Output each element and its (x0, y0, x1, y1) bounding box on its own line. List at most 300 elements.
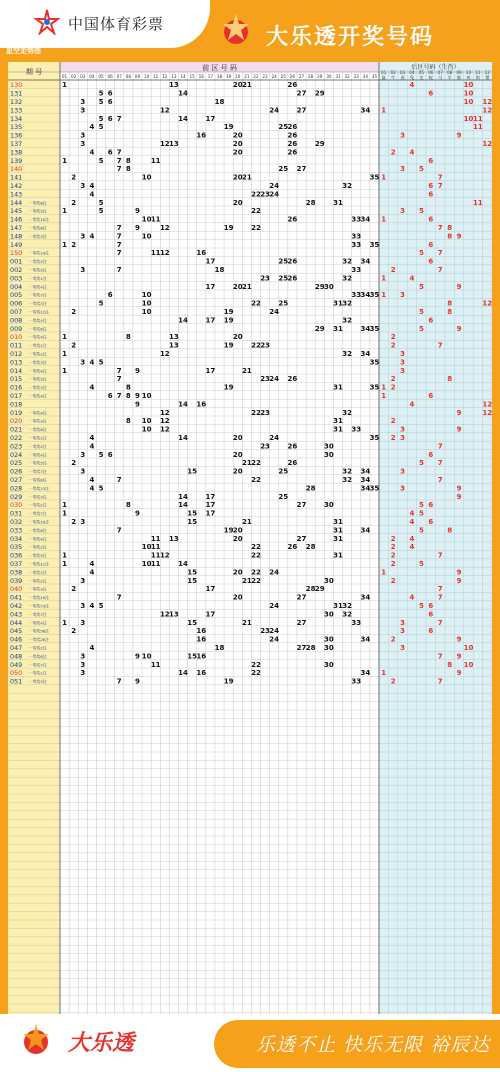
front-number: 6 (107, 148, 113, 157)
front-col-header: 06 (107, 74, 113, 79)
front-number: 10 (141, 392, 152, 400)
front-number: 31 (333, 518, 343, 526)
prize-note: 一等奖4注 (29, 317, 47, 323)
back-number: 2 (390, 375, 396, 384)
period-number: 013 (10, 358, 23, 367)
front-number: 1 (62, 551, 67, 560)
back-number: 6 (428, 610, 434, 619)
period-number: 037 (10, 560, 23, 568)
period-number: 007 (10, 308, 23, 316)
back-number: 5 (418, 282, 424, 291)
back-number: 9 (456, 492, 462, 501)
front-number: 19 (223, 341, 234, 350)
period-number: 049 (10, 660, 23, 669)
period-number: 135 (10, 123, 23, 132)
front-number: 35 (369, 324, 380, 333)
back-number: 12 (482, 400, 492, 409)
front-number: 26 (287, 123, 298, 132)
back-number: 7 (437, 266, 443, 274)
period-number: 139 (10, 156, 23, 165)
period-number: 019 (10, 408, 23, 417)
zodiac-label: 牛 (391, 75, 396, 80)
back-number: 7 (437, 182, 443, 190)
front-number: 1 (62, 350, 67, 358)
front-number: 15 (187, 652, 198, 661)
front-number: 19 (223, 383, 234, 392)
prize-note: 一等奖3注 (29, 233, 47, 239)
back-number: 1 (381, 669, 387, 678)
front-number: 7 (116, 593, 122, 602)
back-number: 6 (428, 215, 434, 224)
period-number: 012 (10, 350, 23, 358)
front-number: 34 (360, 106, 371, 115)
period-number: 048 (10, 652, 23, 661)
period-number: 026 (10, 467, 23, 476)
period-number: 043 (10, 610, 23, 619)
back-number: 2 (390, 551, 396, 560)
front-number: 24 (269, 635, 280, 644)
front-number: 10 (141, 299, 152, 308)
front-number: 27 (296, 534, 307, 543)
front-number: 4 (89, 560, 95, 568)
front-number: 27 (296, 501, 307, 510)
front-number: 16 (196, 627, 207, 636)
period-number: 051 (10, 677, 23, 686)
front-col-header: 19 (225, 74, 232, 79)
front-number: 7 (116, 392, 122, 400)
back-number: 2 (390, 560, 396, 568)
back-number: 9 (456, 324, 462, 333)
back-number: 8 (447, 232, 453, 241)
back-number: 6 (428, 316, 434, 325)
back-number: 4 (409, 148, 415, 157)
front-number: 23 (260, 627, 270, 636)
back-number: 9 (456, 282, 462, 291)
super-lotto-icon (218, 12, 254, 48)
front-number: 9 (135, 400, 140, 409)
front-number: 34 (360, 526, 371, 535)
zodiac-label: 蛇 (428, 75, 433, 80)
front-col-header: 26 (289, 74, 296, 79)
front-number: 7 (116, 677, 122, 686)
prize-note: 一等奖2注 (29, 645, 47, 651)
front-number: 17 (205, 509, 216, 518)
front-number: 7 (116, 232, 122, 241)
front-number: 33 (351, 266, 362, 274)
back-number: 1 (381, 392, 387, 400)
prize-note: 一等奖56注 (29, 628, 50, 634)
front-number: 17 (205, 282, 216, 291)
back-number: 2 (390, 266, 396, 274)
prize-note: 一等奖4注 (29, 334, 47, 340)
back-number: 4 (409, 81, 415, 90)
front-number: 14 (178, 89, 188, 98)
front-number: 5 (98, 207, 104, 216)
front-number: 6 (107, 392, 113, 400)
front-number: 24 (269, 106, 280, 115)
front-number: 33 (351, 232, 362, 241)
front-col-header: 11 (153, 74, 159, 79)
period-number: 001 (10, 257, 23, 266)
front-number: 4 (89, 182, 95, 190)
prize-note: 一等奖7注 (29, 469, 47, 475)
back-number: 3 (400, 207, 405, 216)
front-col-header: 22 (253, 74, 259, 79)
prize-note: 一等奖2注 (29, 578, 47, 584)
back-number: 9 (456, 408, 462, 417)
back-number: 3 (400, 467, 405, 476)
front-number: 13 (169, 333, 179, 342)
front-number: 12 (159, 551, 170, 560)
front-number: 2 (71, 308, 77, 316)
front-number: 3 (80, 131, 86, 140)
front-number: 30 (323, 501, 334, 510)
front-number: 13 (169, 534, 179, 543)
period-number: 011 (10, 341, 23, 350)
back-number: 5 (418, 560, 424, 568)
front-number: 15 (187, 618, 198, 627)
period-number: 032 (10, 518, 23, 526)
period-number: 008 (10, 316, 23, 325)
back-col-header: 08 (446, 70, 453, 75)
back-number: 5 (418, 526, 424, 535)
front-number: 2 (71, 240, 77, 249)
front-number: 20 (232, 450, 243, 459)
back-col-header: 01 (381, 70, 387, 75)
zodiac-label: 虎 (400, 75, 405, 80)
front-col-header: 31 (335, 74, 341, 79)
prize-note: 一等奖4注 (29, 410, 47, 416)
period-number: 029 (10, 492, 23, 501)
front-number: 23 (260, 190, 270, 199)
period-number: 034 (10, 534, 23, 543)
front-number: 22 (251, 551, 261, 560)
front-number: 9 (135, 207, 140, 216)
footer-slogan: 乐透不止 快乐无限 裕辰达 (256, 1034, 491, 1056)
period-number: 020 (10, 417, 23, 426)
back-number: 3 (400, 618, 405, 627)
front-col-header: 03 (80, 74, 86, 79)
back-number: 11 (473, 198, 483, 207)
front-number: 4 (89, 148, 95, 157)
front-number: 7 (116, 165, 122, 174)
front-col-header: 15 (189, 74, 195, 79)
front-number: 7 (116, 526, 122, 535)
back-number: 2 (390, 383, 396, 392)
front-number: 13 (169, 140, 179, 148)
back-number: 6 (428, 240, 434, 249)
back-number: 3 (400, 131, 405, 140)
prize-note: 一等奖1注 (29, 275, 47, 281)
front-number: 21 (241, 81, 252, 90)
front-number: 4 (89, 484, 95, 493)
front-number: 14 (178, 492, 188, 501)
front-number: 34 (360, 215, 371, 224)
front-number: 27 (296, 618, 307, 627)
back-number: 2 (390, 543, 396, 552)
front-number: 10 (141, 560, 152, 568)
front-number: 32 (342, 602, 352, 610)
front-number: 34 (360, 669, 371, 678)
back-number: 7 (437, 677, 443, 686)
front-number: 31 (333, 383, 343, 392)
front-number: 28 (305, 543, 316, 552)
front-number: 34 (360, 324, 371, 333)
front-number: 8 (125, 156, 131, 165)
period-number: 131 (10, 89, 23, 98)
back-number: 4 (409, 274, 415, 283)
front-number: 14 (178, 669, 188, 678)
back-number: 10 (463, 89, 474, 98)
front-number: 7 (116, 476, 122, 484)
front-number: 26 (287, 131, 298, 140)
period-number: 134 (10, 114, 23, 123)
front-number: 19 (223, 224, 234, 232)
back-number: 1 (381, 215, 387, 224)
front-number: 20 (232, 148, 243, 157)
front-number: 3 (80, 652, 86, 661)
back-number: 9 (456, 232, 462, 241)
front-number: 5 (98, 98, 104, 106)
front-number: 1 (62, 618, 67, 627)
front-number: 3 (80, 576, 86, 585)
prize-note: 一等奖2注 (29, 443, 47, 449)
front-number: 1 (62, 333, 67, 342)
front-number: 15 (187, 518, 198, 526)
prize-note: 一等奖2注 (29, 351, 47, 357)
front-number: 4 (89, 442, 95, 451)
back-number: 12 (482, 299, 492, 308)
front-number: 10 (141, 291, 152, 300)
period-number: 040 (10, 585, 23, 594)
front-number: 5 (98, 198, 104, 207)
front-col-header: 25 (280, 74, 286, 79)
front-number: 22 (251, 669, 261, 678)
period-number: 130 (10, 81, 23, 90)
front-number: 25 (278, 467, 289, 476)
front-number: 13 (169, 341, 179, 350)
period-number: 018 (10, 400, 23, 409)
back-number: 12 (482, 98, 492, 106)
front-number: 24 (269, 627, 280, 636)
prize-note: 一等奖3注 (29, 494, 47, 500)
front-number: 20 (232, 593, 243, 602)
back-number: 8 (447, 660, 453, 669)
period-number: 003 (10, 274, 23, 283)
period-number: 149 (10, 240, 23, 249)
period-number: 023 (10, 442, 23, 451)
back-col-header: 03 (399, 70, 406, 75)
front-number: 9 (135, 509, 140, 518)
front-number: 1 (62, 501, 67, 510)
front-number: 6 (107, 450, 113, 459)
front-number: 16 (196, 652, 207, 661)
front-number: 34 (360, 635, 371, 644)
period-number: 017 (10, 392, 23, 400)
front-number: 16 (196, 635, 207, 644)
front-number: 20 (232, 333, 243, 342)
front-number: 14 (178, 114, 188, 123)
back-number: 6 (428, 257, 434, 266)
front-col-header: 12 (162, 74, 168, 79)
front-number: 19 (223, 677, 234, 686)
front-number: 8 (125, 165, 131, 174)
prize-note: 一等奖6注 (29, 653, 47, 659)
front-number: 27 (296, 106, 307, 115)
period-number: 045 (10, 627, 23, 636)
front-number: 23 (260, 274, 270, 283)
prize-note: 一等奖8注 (29, 200, 47, 206)
front-col-header: 35 (371, 74, 378, 79)
front-col-header: 34 (362, 74, 369, 79)
prize-note: 一等奖7注 (29, 511, 47, 517)
prize-note: 一等奖5注 (29, 376, 47, 382)
prize-note: 一等奖4注 (29, 536, 47, 542)
front-number: 3 (80, 358, 86, 367)
period-number: 004 (10, 282, 23, 291)
back-number: 8 (447, 308, 453, 316)
prize-note: 一等奖19注 (29, 519, 50, 525)
back-number: 11 (473, 123, 483, 132)
front-number: 26 (287, 543, 298, 552)
front-number: 22 (251, 207, 261, 216)
front-number: 31 (333, 198, 343, 207)
front-number: 22 (251, 341, 261, 350)
front-number: 15 (187, 509, 198, 518)
back-col-header: 11 (475, 70, 481, 75)
period-number: 039 (10, 576, 23, 585)
front-col-header: 17 (207, 74, 214, 79)
trend-chart (8, 62, 492, 1014)
lottery-logo-box (0, 0, 210, 48)
front-number: 24 (269, 308, 280, 316)
front-number: 3 (80, 467, 86, 476)
super-lotto-logo-icon (18, 1022, 54, 1058)
back-col-header: 06 (428, 70, 434, 75)
front-number: 1 (62, 81, 67, 90)
front-number: 5 (98, 602, 104, 610)
back-number: 1 (381, 274, 387, 283)
front-number: 30 (323, 644, 334, 652)
back-zone-header: 后区号码（生肖） (411, 64, 460, 71)
back-number: 9 (456, 484, 462, 493)
front-number: 19 (223, 316, 234, 325)
front-number: 32 (342, 299, 352, 308)
period-number: 016 (10, 383, 23, 392)
front-number: 32 (342, 316, 352, 325)
front-col-header: 09 (134, 74, 141, 79)
front-number: 29 (314, 282, 325, 291)
zodiac-label: 龙 (419, 75, 424, 80)
front-number: 26 (287, 274, 298, 283)
back-number: 6 (428, 182, 434, 190)
period-number: 038 (10, 568, 23, 577)
front-number: 32 (342, 274, 352, 283)
front-number: 5 (98, 114, 104, 123)
front-number: 33 (351, 425, 362, 434)
trend-chart-svg (8, 62, 492, 1014)
front-number: 23 (260, 442, 270, 451)
back-number: 2 (390, 341, 396, 350)
period-number: 143 (10, 190, 23, 199)
prize-note: 一等奖3注 (29, 679, 47, 685)
back-col-header: 09 (456, 70, 462, 75)
front-number: 3 (80, 266, 86, 274)
front-number: 4 (89, 358, 95, 367)
front-number: 29 (314, 89, 325, 98)
front-number: 23 (260, 341, 270, 350)
back-number: 7 (437, 585, 443, 594)
period-number: 144 (10, 198, 23, 207)
prize-note: 一等奖1注 (29, 435, 47, 441)
front-number: 31 (333, 526, 343, 535)
front-number: 7 (116, 156, 122, 165)
front-number: 35 (369, 291, 380, 300)
back-number: 6 (428, 89, 434, 98)
period-number: 009 (10, 324, 23, 333)
front-number: 26 (287, 140, 298, 148)
back-number: 4 (409, 543, 415, 552)
back-number: 6 (428, 602, 434, 610)
front-number: 21 (241, 366, 252, 375)
front-number: 2 (71, 627, 77, 636)
front-col-header: 29 (317, 74, 323, 79)
front-number: 32 (342, 350, 352, 358)
back-number: 1 (381, 173, 387, 182)
front-zone-header: 前 区 号 码 (202, 64, 237, 72)
front-number: 18 (214, 266, 225, 274)
front-number: 6 (107, 291, 113, 300)
back-number: 6 (428, 156, 434, 165)
front-number: 11 (150, 534, 161, 543)
front-number: 31 (333, 534, 343, 543)
front-number: 27 (296, 593, 307, 602)
front-number: 22 (251, 190, 261, 199)
front-number: 22 (251, 568, 261, 577)
front-number: 34 (360, 257, 371, 266)
front-number: 16 (196, 249, 207, 258)
prize-note: 一等奖3注 (29, 359, 47, 365)
back-number: 3 (400, 350, 405, 358)
prize-note: 一等奖9注 (29, 267, 47, 273)
front-number: 9 (135, 392, 140, 400)
china-sports-lottery-icon (34, 9, 60, 35)
front-col-header: 07 (116, 74, 122, 79)
back-number: 2 (390, 534, 396, 543)
prize-note: 一等奖5注 (29, 460, 47, 466)
front-number: 28 (305, 484, 316, 493)
front-number: 7 (116, 375, 122, 384)
front-number: 17 (205, 610, 216, 619)
front-number: 35 (369, 383, 380, 392)
back-number: 10 (463, 644, 474, 652)
period-number: 021 (10, 425, 23, 434)
front-number: 20 (232, 173, 243, 182)
front-number: 25 (278, 492, 289, 501)
period-number: 046 (10, 635, 23, 644)
back-number: 8 (447, 375, 453, 384)
front-number: 24 (269, 568, 280, 577)
period-number: 015 (10, 375, 23, 384)
front-number: 10 (141, 652, 152, 661)
front-number: 3 (80, 518, 86, 526)
back-number: 10 (463, 81, 474, 90)
front-number: 25 (278, 123, 289, 132)
zodiac-label: 鼠 (381, 75, 386, 80)
front-number: 4 (89, 644, 95, 652)
back-number: 1 (381, 383, 387, 392)
front-number: 14 (178, 560, 188, 568)
